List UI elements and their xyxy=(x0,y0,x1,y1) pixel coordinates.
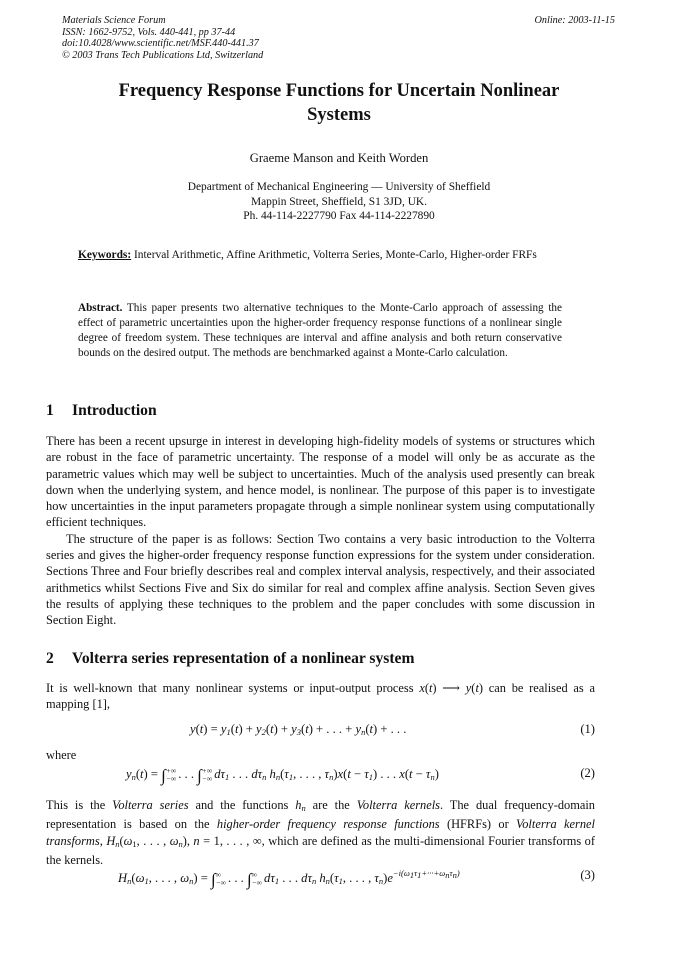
copyright-line: © 2003 Trans Tech Publications Ltd, Switzerland xyxy=(62,49,264,61)
journal-name: Materials Science Forum xyxy=(62,15,166,26)
volterra-kernels-term: Volterra kernels xyxy=(356,798,441,812)
intro-paragraph-1: There has been a recent upsurge in interest in developing high-fidelity models of systems or structures which are robust in the face of parametric uncertainty. The response of a model will only be as accurate as the parametric values which may well be subject to uncertainties. Much of the analysis used presently can break down when the underlying system, and hence model, is nonlinear. The purpose of this paper is to investigate how uncertainties in the input parameters propagate through a simple nonlinear system using computationally efficient techniques. xyxy=(46,434,595,530)
section-2-heading xyxy=(46,650,414,668)
equation-number: (2) xyxy=(580,766,595,780)
issn-line: ISSN: 1662-9752, Vols. 440-441, pp 37-44 xyxy=(62,26,236,38)
title-line-2: Systems xyxy=(307,105,371,125)
section-2-text: It is well-known that many nonlinear systems or input-output process xyxy=(46,681,414,695)
volterra-series-term: Volterra series xyxy=(112,798,189,812)
equation-2 xyxy=(46,766,595,788)
online-date: Online: 2003-11-15 xyxy=(534,15,615,26)
journal-header xyxy=(62,15,615,61)
abstract-text: This paper presents two alternative techniques to the Monte-Carlo approach of assessing the effect of parametric uncertainties upon the higher-order frequency response functions of a nonlinear single degree of freedom system. These techniques are interval and affine analysis and both return conservative bounds on the desired output. The methods are benchmarked against a Monte-Carlo calculation. xyxy=(78,302,562,360)
equation-1 xyxy=(46,722,595,744)
math-mapping: x xyxy=(419,681,425,695)
section-title: Introduction xyxy=(72,402,157,419)
abstract-label: Abstract. xyxy=(78,302,123,314)
keywords-label: Keywords: xyxy=(78,249,132,261)
section-1-heading xyxy=(46,402,157,420)
affiliation-line-3: Ph. 44-114-2227790 Fax 44-114-2227890 xyxy=(243,210,435,223)
section-1-body xyxy=(46,433,595,629)
section-2-paragraph-2: This is the Volterra series and the functions $h_n$ are the Volterra kernels. The dual frequency-domain representation is based on the higher-order frequency response functions (HFRFs) or Volterra kernel transforms, $H_n(\omega_1$, . . . , $\omega_n$), n = 1, . . . , ∞, which are defined as the multi-dimensional Fourier transforms of the kernels. xyxy=(46,798,595,867)
abstract xyxy=(78,301,562,361)
hfrf-term: higher-order frequency response functions xyxy=(216,817,440,832)
affiliation-line-2: Mappin Street, Sheffield, S1 3JD, UK. xyxy=(250,195,427,208)
where-label: where xyxy=(46,748,77,762)
section-number: 2 xyxy=(46,650,54,667)
section-2-intro: It is well-known that many nonlinear systems or input-output process x(t) ⟶ y(t) can be realised as a mapping [1], xyxy=(46,681,595,712)
doi-line: doi:10.4028/www.scientific.net/MSF.440-441.37 xyxy=(62,38,259,50)
equation-3 xyxy=(46,868,595,890)
vkt-term: Volterra kernel transforms xyxy=(46,817,595,848)
affiliation xyxy=(0,180,678,224)
paper-title xyxy=(40,79,638,127)
section-2-text: can be realised as a mapping [1], xyxy=(46,681,595,712)
section-title: Volterra series representation of a nonlinear system xyxy=(72,650,415,667)
affiliation-line-1: Department of Mechanical Engineering — University of Sheffield xyxy=(187,181,491,193)
section-number: 1 xyxy=(46,402,54,419)
equation-number: (3) xyxy=(580,868,595,882)
authors: Graeme Manson and Keith Worden xyxy=(249,151,429,165)
intro-paragraph-2: The structure of the paper is as follows: Section Two contains a very basic introduction to the Volterra series and gives the higher-order frequency response function expressions for the system under consideration. Sections Three and Four briefly describes real and complex interval analysis, respectively, and their associated arithmetics whilst Sections Five and Six do similar for real and complex affine analysis. Section Seven gives the results of applying these techniques to the problem and the paper concludes with some discussion in Section Eight. xyxy=(46,531,595,628)
volterra-kernel-equation: $y_n(t)$ = ∫+∞ −∞ . . . ∫+∞ −∞ $d\tau_1$ . . . $d\tau_n$ $h_n(\tau_1$, . . . , $\tau_n)x(t - \tau_1)$ . . . $x(t - \tau_n)$ xyxy=(126,766,439,785)
keywords xyxy=(78,248,562,262)
hfrf-equation: $H_n(\omega_1$, . . . , $\omega_n$) = ∫∞ −∞ . . . ∫∞ −∞ $d\tau_1$ . . . $d\tau_n$ $h_n(\tau_1$, . . . , $\tau_n)e^{-i(\omega_1\tau_1+\cdot\cdot\cdot+\omega_n\tau_n)}$ xyxy=(118,868,460,889)
keywords-text: Interval Arithmetic, Affine Arithmetic, Volterra Series, Monte-Carlo, Higher-order FRFs xyxy=(134,249,537,261)
title-line-1: Frequency Response Functions for Uncertain Nonlinear xyxy=(118,81,560,101)
volterra-series-equation: $y(t) = y_1(t) + y_2(t) + y_3(t)$ + . . . + $y_n(t)$ + . . . xyxy=(190,722,407,737)
equation-number: (1) xyxy=(580,722,595,736)
